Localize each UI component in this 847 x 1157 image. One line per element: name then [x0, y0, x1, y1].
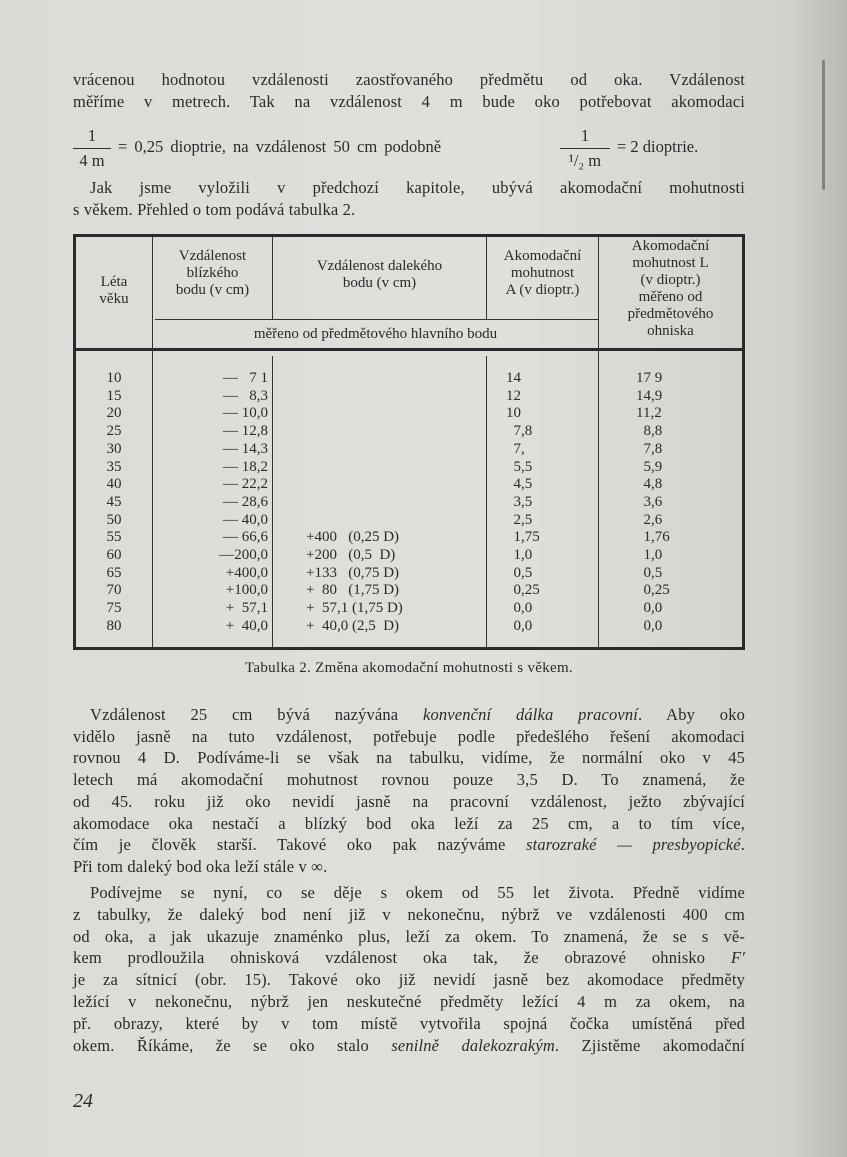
text-segment: Při tom daleký bod oka leží stále v ∞.	[73, 856, 328, 876]
age-cell: 45	[106, 493, 122, 510]
accommodation-cell: 0,25	[506, 582, 540, 599]
table-bottom-rule	[76, 647, 742, 650]
text-line	[73, 857, 745, 877]
header-measured-from: měřeno od předmětového hlavního bodu	[253, 326, 498, 342]
column-divider	[272, 356, 273, 647]
accommodation-cell: 4,5	[506, 476, 533, 493]
age-cell: 75	[106, 600, 122, 617]
text-line	[73, 1014, 745, 1034]
emphasized-term: F′	[731, 948, 745, 968]
text-segment: čím je člověk starší. Takové oko pak nazýváme	[73, 835, 527, 855]
text-line	[73, 792, 745, 812]
power-cell: 1,0	[636, 547, 663, 563]
power-cell: 8,8	[636, 423, 663, 440]
near-point-cell: — 28,6	[223, 493, 268, 510]
text-line	[73, 748, 745, 768]
text-segment: okem. Říkáme, že se oko stalo	[73, 1035, 392, 1055]
accommodation-cell: 0,0	[506, 600, 533, 617]
text-segment: př. obrazy, které by v tom místě vytvořila spojná čočka umístěná před	[73, 1013, 745, 1033]
text-line	[73, 835, 745, 855]
table-header-rule	[76, 348, 742, 351]
age-cell: 15	[106, 387, 122, 404]
far-point-cell: + 40,0 (2,5 D)	[306, 617, 400, 634]
power-cell: 11,2	[636, 405, 662, 422]
far-point-cell: +133 (0,75 D)	[306, 564, 400, 581]
power-cell: 3,6	[636, 493, 663, 510]
fraction-denominator: ¹/₂ m	[568, 151, 602, 170]
accommodation-cell: 14	[506, 370, 521, 386]
age-cell: 40	[106, 476, 122, 493]
text-segment: vidělo jasně na tuto vzdálenost, potřebuje podle předešlého řešení akomodaci	[73, 726, 745, 746]
near-point-cell: + 57,1	[225, 600, 268, 617]
near-point-cell: — 18,2	[223, 458, 268, 475]
far-point-cell: + 80 (1,75 D)	[306, 582, 400, 599]
text-segment: je za sítnicí (obr. 15). Takové oko již nevidí jasně bez akomodace předměty	[73, 970, 745, 990]
text-line	[73, 970, 745, 990]
power-cell: 17 9	[636, 370, 663, 386]
age-cell: 20	[106, 405, 122, 422]
text-segment: Vzdálenost 25 cm bývá nazývána	[90, 705, 423, 724]
table-caption: Tabulka 2. Změna akomodační mohutnosti s věkem.	[245, 660, 573, 676]
text-segment: vrácenou hodnotou vzdálenosti zaostřovaného předmětu od oka. Vzdálenost	[73, 70, 745, 89]
near-point-cell: — 66,6	[223, 529, 268, 546]
text-segment: . Zjistěme akomodační	[554, 1035, 745, 1055]
near-point-cell: — 8,3	[223, 387, 268, 404]
text-segment: kem prodloužila ohnisková vzdálenost oka tak, že obrazové ohnisko	[73, 948, 731, 968]
page-number: 24	[73, 1090, 93, 1112]
far-point-cell: +200 (0,5 D)	[306, 547, 396, 563]
fraction-numerator: 1	[580, 126, 590, 145]
accommodation-cell: 12	[506, 387, 521, 404]
fraction-numerator: 1	[87, 126, 97, 145]
age-cell: 55	[106, 529, 122, 546]
age-cell: 50	[106, 511, 122, 528]
formula-result: = 2 dioptrie.	[617, 137, 699, 156]
table-top-rule	[76, 234, 742, 237]
text-line	[73, 948, 745, 968]
power-cell: 0,0	[636, 600, 663, 617]
text-line	[90, 883, 745, 903]
near-point-cell: +400,0	[225, 564, 268, 581]
fraction-bar	[73, 148, 111, 149]
power-cell: 14,9	[636, 387, 663, 404]
text-segment: rovnou 4 D. Podíváme-li se však na tabulku, vidíme, že normální oko v 45	[73, 748, 745, 768]
emphasized-term: konvenční dálka pracovní	[423, 705, 639, 724]
accommodation-cell: 0,0	[506, 617, 533, 634]
text-line	[73, 727, 745, 747]
age-cell: 30	[106, 440, 122, 457]
text-line	[90, 178, 745, 198]
age-cell: 35	[106, 458, 122, 475]
age-cell: 10	[106, 370, 122, 386]
text-segment: Podívejme se nyní, co se děje s okem od 55 let života. Předně vidíme	[90, 883, 745, 902]
power-cell: 1,76	[636, 529, 670, 546]
text-segment: letech má akomodační mohutnost rovnou pouze 3,5 D. To znamená, že	[73, 770, 745, 790]
emphasized-term: senilně dalekozrakým	[391, 1035, 555, 1055]
text-segment: od 45. roku již oko nevidí jasně na pracovní vzdálenost, ježto zbývající	[73, 791, 745, 811]
fraction-denominator: 4 m	[79, 151, 105, 170]
near-point-cell: — 7 1	[223, 370, 268, 386]
near-point-cell: — 14,3	[223, 440, 268, 457]
far-point-cell: + 57,1 (1,75 D)	[306, 600, 403, 617]
age-cell: 25	[106, 423, 122, 440]
near-point-cell: + 40,0	[225, 617, 268, 634]
text-segment: s věkem. Přehled o tom podává tabulka 2.	[73, 199, 356, 219]
text-segment: od oka, a jak ukazuje znaménko plus, leží za okem. To znamená, že se s vě-	[73, 926, 745, 946]
accommodation-cell: 1,75	[506, 529, 540, 546]
age-cell: 65	[106, 564, 122, 581]
emphasized-term: starozraké — presbyopické	[526, 835, 741, 855]
near-point-cell: —200,0	[219, 547, 268, 563]
text-segment: Jak jsme vyložili v předchozí kapitole, ubývá akomodační mohutnosti	[90, 178, 745, 197]
accommodation-cell: 2,5	[506, 511, 533, 528]
accommodation-cell: 7,8	[506, 423, 533, 440]
text-segment: .	[740, 835, 746, 855]
text-line	[73, 814, 745, 834]
header-power: Akomodační mohutnost L (v dioptr.) měřeno od předmětového ohniska	[627, 238, 714, 339]
age-cell: 60	[106, 547, 122, 563]
power-cell: 5,9	[636, 458, 663, 475]
header-near-point: Vzdálenost blízkého bodu (v cm)	[175, 248, 250, 298]
far-point-cell: +400 (0,25 D)	[306, 529, 400, 546]
near-point-cell: — 12,8	[223, 423, 268, 440]
text-segment: ležící v nekonečnu, nýbrž jen neskutečné předměty ležící 4 m za okem, na	[73, 992, 745, 1011]
subheader-rule	[155, 319, 598, 320]
text-line	[73, 770, 745, 790]
text-segment: . Aby oko	[638, 705, 745, 724]
text-line	[73, 200, 745, 220]
column-divider	[486, 356, 487, 647]
near-point-cell: +100,0	[225, 582, 268, 599]
near-point-cell: — 10,0	[223, 405, 268, 422]
power-cell: 0,5	[636, 564, 663, 581]
text-line	[73, 992, 745, 1012]
header-far-point: Vzdálenost dalekého bodu (v cm)	[316, 258, 443, 291]
header-age: Léta věku	[99, 274, 129, 307]
power-cell: 0,0	[636, 617, 663, 634]
power-cell: 2,6	[636, 511, 663, 528]
fraction-bar	[560, 148, 610, 149]
text-segment: z tabulky, že daleký bod není již v nekonečnu, nýbrž ve vzdálenosti 400 cm	[73, 904, 745, 924]
text-line	[73, 905, 745, 925]
near-point-cell: — 22,2	[223, 476, 268, 493]
power-cell: 7,8	[636, 440, 663, 457]
text-segment: akomodace oka nestačí a blízký bod oka leží za 25 cm, a to tím více,	[73, 813, 745, 833]
header-accommodation: Akomodační mohutnost A (v dioptr.)	[503, 248, 582, 298]
text-line	[73, 927, 745, 947]
text-line	[73, 1036, 745, 1056]
text-line	[73, 92, 745, 112]
power-cell: 4,8	[636, 476, 663, 493]
accommodation-cell: 5,5	[506, 458, 533, 475]
age-cell: 70	[106, 582, 122, 599]
accommodation-cell: 7,	[506, 440, 525, 457]
age-cell: 80	[106, 617, 122, 634]
text-line	[90, 705, 745, 725]
formula-text: = 0,25 dioptrie, na vzdálenost 50 cm podobně	[118, 137, 442, 156]
page-edge-shadow	[822, 60, 825, 190]
table-2	[73, 234, 745, 650]
text-segment: měříme v metrech. Tak na vzdálenost 4 m bude oko potřebovat akomodaci	[73, 91, 745, 111]
power-cell: 0,25	[636, 582, 670, 599]
accommodation-cell: 1,0	[506, 547, 533, 563]
text-line	[73, 70, 745, 90]
accommodation-cell: 10	[506, 405, 521, 422]
accommodation-cell: 3,5	[506, 493, 533, 510]
near-point-cell: — 40,0	[223, 511, 268, 528]
accommodation-cell: 0,5	[506, 564, 533, 581]
